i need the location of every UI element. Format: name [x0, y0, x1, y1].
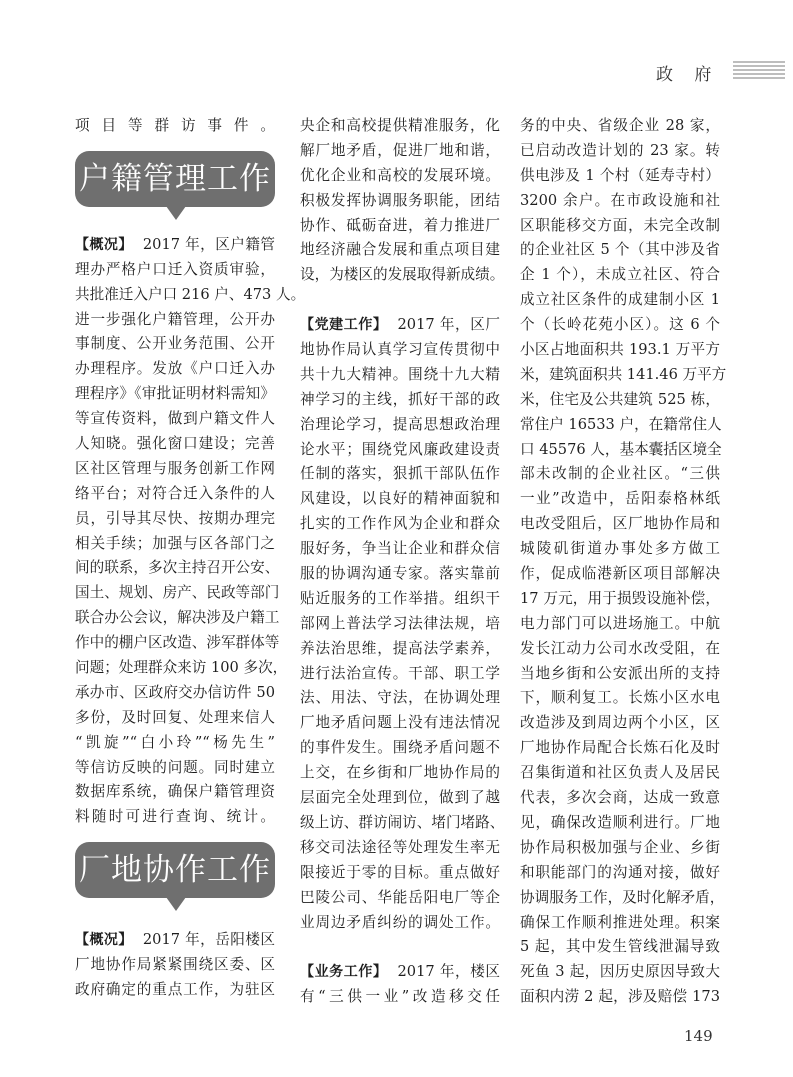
text-line: 部网上普法学习法律法规，培 [300, 614, 500, 632]
text-line: 员，引导其尽快、按期办理完 [75, 509, 275, 527]
text-line: 神学习的主线，抓好干部的政 [300, 390, 500, 408]
text-line: 3200 余户。在市政设施和社 [520, 191, 720, 209]
text-line: 风建设，以良好的精神面貌和 [300, 490, 500, 508]
text-line [75, 233, 275, 258]
paragraph-gap [300, 288, 500, 313]
text-line: 电改受阻后，区厂地协作局和 [520, 515, 720, 533]
text-line: 上交，在乡街和厂地协作局的 [300, 764, 500, 782]
text-line: 国土、规划、房产、民政等部门 [75, 584, 280, 602]
text-line: 死鱼 3 起，因历史原因导致大 [520, 963, 720, 981]
text-line: 面积内涝 2 起，涉及赔偿 173 [520, 988, 720, 1006]
text-line: 相关手续；加强与区各部门之 [75, 534, 275, 552]
text-line [300, 960, 500, 985]
text-line: 代表，多次会商，达成一致意 [520, 789, 720, 807]
column-2 [300, 114, 505, 1010]
speech-bubble-pointer [166, 206, 186, 220]
subsection-label: 【概况】 [75, 236, 133, 253]
text-line: 协作局积极加强与企业、乡街 [520, 838, 720, 856]
text-line: 协作、砥砺奋进，着力推进厂 [300, 216, 500, 234]
text-line [300, 313, 500, 338]
text-run: 2017 年，区厂 [397, 316, 501, 334]
text-line: 解厂地矛盾，促进厂地和谐， [300, 141, 500, 159]
text-line: 作中的棚户区改造、涉军群体等 [75, 634, 280, 652]
section-heading-title: 户籍管理工作 [75, 151, 275, 207]
text-run: 2017 年，区户籍管 [142, 235, 276, 253]
text-line: 扎实的工作作风为企业和群众 [300, 515, 500, 533]
text-line: “凯旋”“白小玲”“杨先生” [75, 733, 275, 751]
subsection-label: 【概况】 [75, 932, 133, 949]
text-line: 地协作局认真学习宣传贯彻中 [300, 341, 500, 359]
text-line: 服的协调沟通专家。落实靠前 [300, 565, 500, 583]
text-line: 一业”改造中，岳阳泰格林纸 [520, 490, 720, 508]
text-line: 召集街道和社区负责人及居民 [520, 764, 720, 782]
text-line: 级上访、群访闹访、堵门堵路、 [300, 813, 505, 831]
speech-bubble-pointer [166, 897, 186, 911]
text-line: 等宣传资料，做到户籍文件人 [75, 410, 275, 428]
text-line: 业周边矛盾纠纷的调处工作。 [300, 913, 500, 931]
text-line: 法、用法、守法，在协调处理 [300, 689, 500, 707]
text-line: 的事件发生。围绕矛盾问题不 [300, 739, 500, 757]
text-line: 养法治思维，提高法学素养， [300, 639, 500, 657]
text-line: 个（长岭花苑小区）。这 6 个 [520, 316, 720, 334]
text-line: 理程序》《审批证明材料需知》 [75, 385, 275, 403]
text-line: 务的中央、省级企业 28 家， [520, 117, 720, 134]
subsection-label: 【业务工作】 [300, 964, 388, 981]
section-title: 政 府 [656, 65, 720, 85]
text-line: 项目等群访事件。 [75, 117, 275, 134]
text-line: 区社区管理与服务创新工作网 [75, 459, 275, 477]
text-line: 米，建筑面积共 141.46 万平方 [520, 365, 727, 383]
text-line: 有“三供一业”改造移交任 [300, 988, 500, 1006]
text-line [75, 928, 275, 953]
text-line: 移交司法途径等处理发生率无 [300, 838, 500, 856]
text-line: 厂地协作局紧紧围绕区委、区 [75, 956, 275, 974]
text-line: 当地乡街和公安派出所的支持 [520, 664, 720, 682]
text-line: 发长江动力公司水改受阻，在 [520, 639, 720, 657]
text-line: 多份，及时回复、处理来信人 [75, 708, 275, 726]
text-line: 层面完全处理到位，做到了越 [300, 789, 500, 807]
text-line: 米，住宅及公共建筑 525 栋， [520, 390, 720, 408]
paragraph-gap [300, 935, 500, 960]
text-line: 厂地协作局配合长炼石化及时 [520, 739, 720, 757]
text-line: 区职能移交方面，未完全改制 [520, 216, 720, 234]
text-line: 办理程序。发放《户口迁入办 [75, 360, 275, 378]
text-line: 电力部门可以进场施工。中航 [520, 614, 720, 632]
text-line: 论水平；围绕党风廉政建设责 [300, 440, 500, 458]
text-line: 络平台；对符合迁入条件的人 [75, 484, 275, 502]
text-line: 数据库系统，确保户籍管理资 [75, 783, 275, 801]
text-line: 城陵矶街道办事处多方做工 [520, 540, 720, 558]
page-number: 149 [684, 1027, 713, 1045]
text-line: 地经济融合发展和重点项目建 [300, 241, 500, 259]
text-line: 改造涉及到周边两个小区，区 [520, 714, 720, 732]
text-line: 人知晓。强化窗口建设；完善 [75, 435, 275, 453]
text-line: 厂地矛盾问题上没有违法情况 [300, 714, 500, 732]
text-line: 巴陵公司、华能岳阳电厂等企 [300, 888, 500, 906]
text-line: 等信访反映的问题。同时建立 [75, 758, 275, 776]
section-heading [75, 830, 275, 928]
text-line: 服好务，争当让企业和群众信 [300, 540, 500, 558]
text-line: 料随时可进行查询、统计。 [75, 808, 275, 826]
text-run: 2017 年，岳阳楼区 [142, 931, 276, 949]
text-line: 口 45576 人，基本囊括区境全 [520, 440, 722, 458]
text-line: 事制度、公开业务范围、公开 [75, 335, 275, 353]
header-decorative-lines [733, 61, 785, 81]
text-line: 贴近服务的工作举措。组织干 [300, 589, 500, 607]
text-line: 企 1 个），未成立社区、符合 [520, 266, 720, 284]
text-line: 共十九大精神。围绕十九大精 [300, 365, 500, 383]
text-line: 小区占地面积共 193.1 万平方 [520, 341, 720, 359]
text-line: 部未改制的企业社区。“三供 [520, 465, 720, 483]
text-line: 联合办公会议，解决涉及户籍工 [75, 609, 280, 627]
text-line: 优化企业和高校的发展环境。 [300, 166, 500, 184]
section-heading-title: 厂地协作工作 [75, 842, 275, 898]
text-line: 常住户 16533 户，在籍常住人 [520, 415, 722, 433]
text-line: 问题；处理群众来访 100 多次， [75, 659, 288, 677]
text-line: 和职能部门的沟通对接，做好 [520, 863, 720, 881]
text-run: 2017 年，楼区 [397, 963, 501, 981]
text-line: 的企业社区 5 个（其中涉及省 [520, 241, 720, 259]
text-line: 协调服务工作，及时化解矛盾， [520, 888, 725, 906]
text-line: 见，确保改造顺利进行。厂地 [520, 813, 720, 831]
section-heading [75, 139, 275, 233]
text-line: 承办市、区政府交办信访件 50 [75, 683, 275, 701]
text-line: 积极发挥协调服务职能，团结 [300, 191, 500, 209]
text-line: 间的联系，多次主持召开公安、 [75, 559, 280, 577]
text-line: 治理论学习，提高思想政治理 [300, 415, 500, 433]
subsection-label: 【党建工作】 [300, 317, 388, 334]
text-line: 确保工作顺利推进处理。积案 [520, 913, 720, 931]
column-3 [520, 114, 727, 1010]
text-line: 下，顺利复工。长炼小区水电 [520, 689, 720, 707]
column-1 [75, 114, 306, 1003]
text-line: 17 万元，用于损毁设施补偿， [520, 589, 720, 607]
text-line: 央企和高校提供精准服务，化 [300, 117, 500, 134]
text-line: 作，促成临港新区项目部解决 [520, 565, 720, 583]
text-line: 供电涉及 1 个村（延寿寺村） [520, 166, 720, 184]
text-line: 进一步强化户籍管理，公开办 [75, 310, 275, 328]
text-line: 任制的落实，狠抓干部队伍作 [300, 465, 500, 483]
text-line: 设，为楼区的发展取得新成绩。 [300, 266, 505, 284]
text-line: 进行法治宣传。干部、职工学 [300, 664, 500, 682]
text-line: 已启动改造计划的 23 家。转 [520, 141, 720, 159]
text-line: 共批准迁入户口 216 户、473 人。 [75, 285, 306, 303]
text-line: 政府确定的重点工作，为驻区 [75, 981, 275, 999]
text-line: 5 起，其中发生管线泄漏导致 [520, 938, 720, 956]
text-line: 理办严格户口迁入资质审验， [75, 260, 275, 278]
text-line: 成立社区条件的成建制小区 1 [520, 291, 720, 309]
text-line: 限接近于零的目标。重点做好 [300, 863, 500, 881]
